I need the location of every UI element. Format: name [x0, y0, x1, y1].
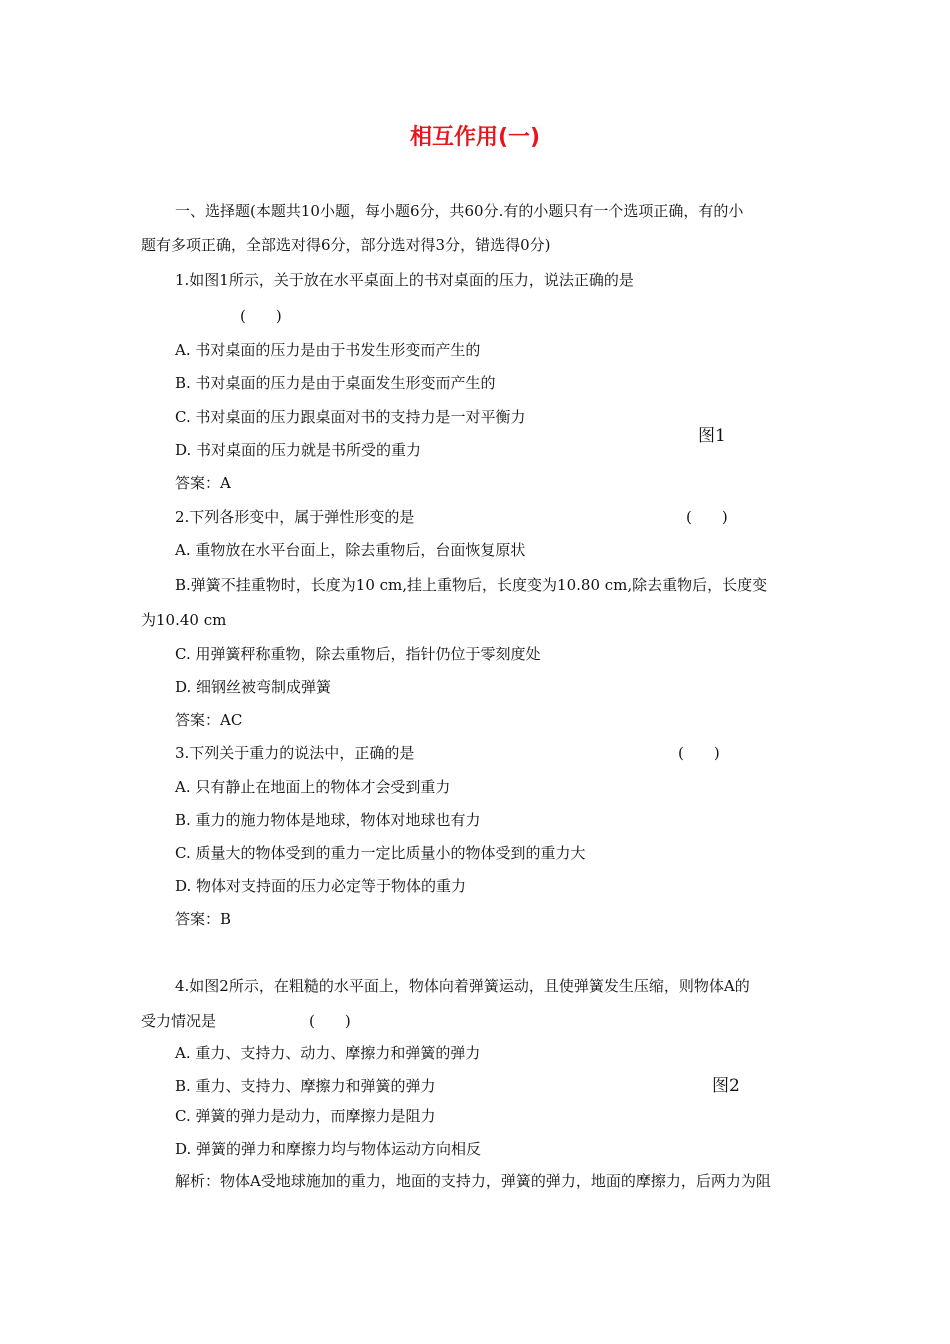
q1-answer: 答案：A: [175, 474, 231, 492]
figure-1-label: 图1: [698, 426, 726, 446]
q1-answer-blank: ( ): [240, 307, 282, 325]
q1-option-d: D. 书对桌面的压力就是书所受的重力: [175, 441, 422, 459]
q4-option-d: D. 弹簧的弹力和摩擦力均与物体运动方向相反: [175, 1140, 482, 1158]
q4-analysis: 解析：物体A受地球施加的重力，地面的支持力，弹簧的弹力，地面的摩擦力，后两力为阻: [175, 1172, 771, 1190]
q3-option-b: B. 重力的施力物体是地球，物体对地球也有力: [175, 811, 481, 829]
q2-stem: 2.下列各形变中，属于弹性形变的是: [175, 508, 415, 526]
q4-option-a: A. 重力、支持力、动力、摩擦力和弹簧的弹力: [175, 1044, 481, 1062]
q3-option-c: C. 质量大的物体受到的重力一定比质量小的物体受到的重力大: [175, 844, 586, 862]
q2-answer-blank: ( ): [686, 508, 728, 526]
q4-stem-line2: 受力情况是: [141, 1012, 217, 1030]
q2-option-d: D. 细钢丝被弯制成弹簧: [175, 678, 332, 696]
q4-option-c: C. 弹簧的弹力是动力，而摩擦力是阻力: [175, 1107, 436, 1125]
q3-answer-blank: ( ): [678, 744, 720, 762]
q4-option-b: B. 重力、支持力、摩擦力和弹簧的弹力: [175, 1077, 436, 1095]
q3-stem: 3.下列关于重力的说法中，正确的是: [175, 744, 415, 762]
section-heading-line2: 题有多项正确，全部选对得6分，部分选对得3分，错选得0分): [141, 236, 551, 254]
q1-stem: 1.如图1所示，关于放在水平桌面上的书对桌面的压力，说法正确的是: [175, 271, 634, 289]
section-heading-line1: 一、选择题(本题共10小题，每小题6分，共60分.有的小题只有一个选项正确，有的小: [175, 202, 744, 220]
q1-option-a: A. 书对桌面的压力是由于书发生形变而产生的: [175, 341, 481, 359]
q3-answer: 答案：B: [175, 910, 232, 928]
q4-stem-line1: 4.如图2所示，在粗糙的水平面上，物体向着弹簧运动，且使弹簧发生压缩，则物体A的: [175, 977, 750, 995]
page-title: 相互作用(一): [409, 125, 541, 150]
q2-answer: 答案：AC: [175, 711, 243, 729]
q1-option-b: B. 书对桌面的压力是由于桌面发生形变而产生的: [175, 374, 496, 392]
q2-option-b-line1: B.弹簧不挂重物时，长度为10 cm,挂上重物后，长度变为10.80 cm,除去重物后，长度变: [175, 576, 768, 594]
q1-option-c: C. 书对桌面的压力跟桌面对书的支持力是一对平衡力: [175, 408, 526, 426]
q2-option-c: C. 用弹簧秤称重物，除去重物后，指针仍位于零刻度处: [175, 645, 541, 663]
q2-option-b-line2: 为10.40 cm: [141, 611, 227, 629]
q2-option-a: A. 重物放在水平台面上，除去重物后，台面恢复原状: [175, 541, 526, 559]
q3-option-d: D. 物体对支持面的压力必定等于物体的重力: [175, 877, 467, 895]
figure-2-label: 图2: [712, 1076, 740, 1096]
q3-option-a: A. 只有静止在地面上的物体才会受到重力: [175, 778, 451, 796]
q4-answer-blank: ( ): [309, 1012, 351, 1030]
